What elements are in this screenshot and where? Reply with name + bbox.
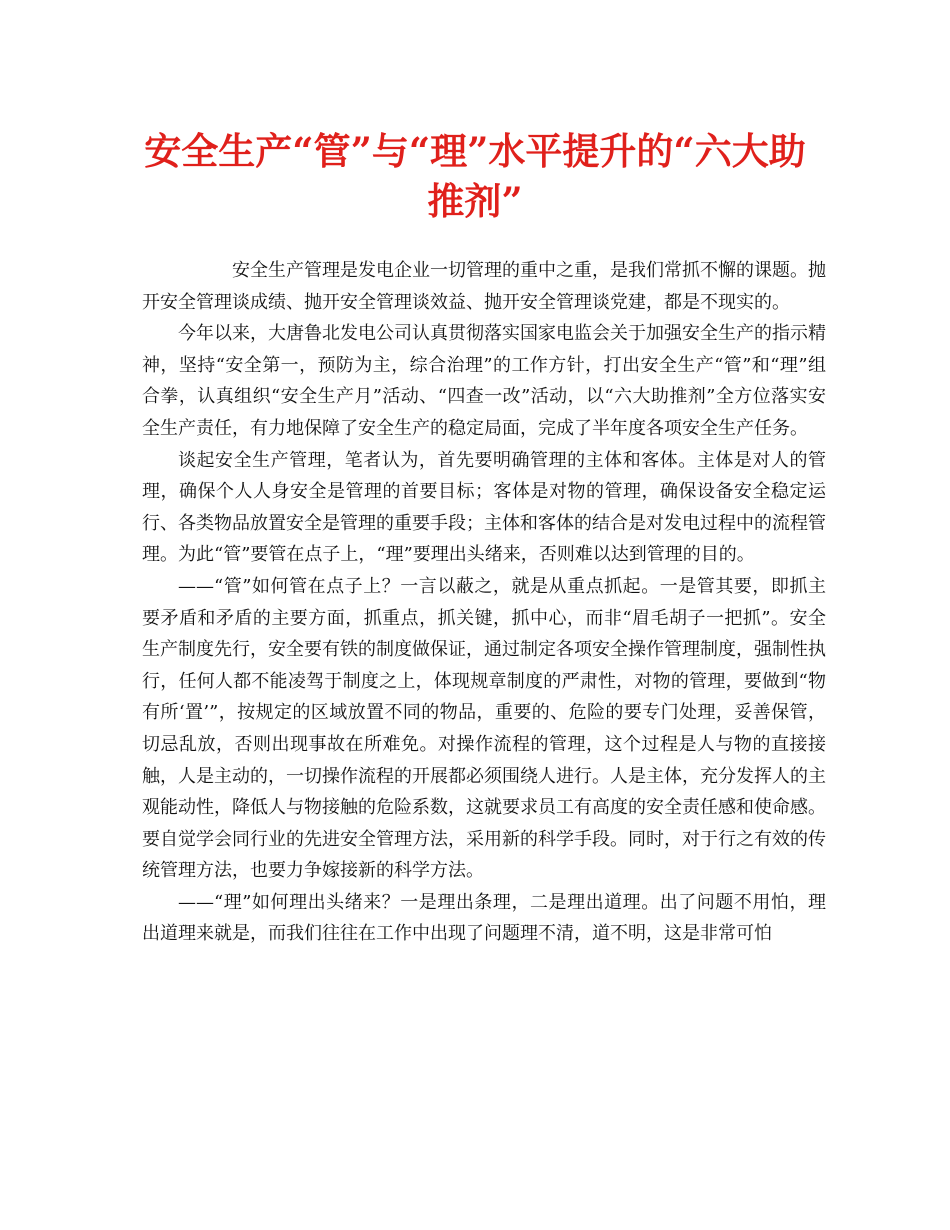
- paragraph-1: 安全生产管理是发电企业一切管理的重中之重，是我们常抓不懈的课题。抛开安全管理谈成绩、抛开安全管理谈效益、抛开安全管理谈党建，都是不现实的。: [142, 260, 826, 313]
- paragraph-2: 今年以来，大唐鲁北发电公司认真贯彻落实国家电监会关于加强安全生产的指示精神，坚持“安全第一，预防为主，综合治理”的工作方针，打出安全生产“管”和“理”组合拳，认真组织“安全生产月”活动、“四查一改”活动，以“六大助推剂”全方位落实安全生产责任，有力地保障了安全生产的稳定局面，完成了半年度各项安全生产任务。: [142, 323, 826, 439]
- paragraph-5: ——“理”如何理出头绪来？一是理出条理，二是理出道理。出了问题不用怕，理出道理来就是，而我们往往在工作中出现了问题理不清，道不明，这是非常可怕: [142, 891, 826, 945]
- document-body: [142, 255, 826, 950]
- paragraph-3: 谈起安全生产管理，笔者认为，首先要明确管理的主体和客体。主体是对人的管理，确保个人人身安全是管理的首要目标；客体是对物的管理，确保设备安全稳定运行、各类物品放置安全是管理的重要手段；主体和客体的结合是对发电过程中的流程管理。为此“管”要管在点子上，“理”要理出头绪来，否则难以达到管理的目的。: [142, 449, 826, 566]
- document-title: 安全生产“管”与“理”水平提升的“六大助推剂”: [144, 129, 806, 223]
- paragraph-4: ——“管”如何管在点子上？一言以蔽之，就是从重点抓起。一是管其要，即抓主要矛盾和矛盾的主要方面，抓重点，抓关键，抓中心，而非“眉毛胡子一把抓”。安全生产制度先行，安全要有铁的制度做保证，通过制定各项安全操作管理制度，强制性执行，任何人都不能凌驾于制度之上，体现规章制度的严肃性，对物的管理，要做到“物有所‘置’”，按规定的区域放置不同的物品，重要的、危险的要专门处理，妥善保管，切忌乱放，否则出现事故在所难免。对操作流程的管理，这个过程是人与物的直接接触，人是主动的，一切操作流程的开展都必须围绕人进行。人是主体，充分发挥人的主观能动性，降低人与物接触的危险系数，这就要求员工有高度的安全责任感和使命感。要自觉学会同行业的先进安全管理方法，采用新的科学手段。同时，对于行之有效的传统管理方法，也要力争嫁接新的科学方法。: [142, 575, 826, 882]
